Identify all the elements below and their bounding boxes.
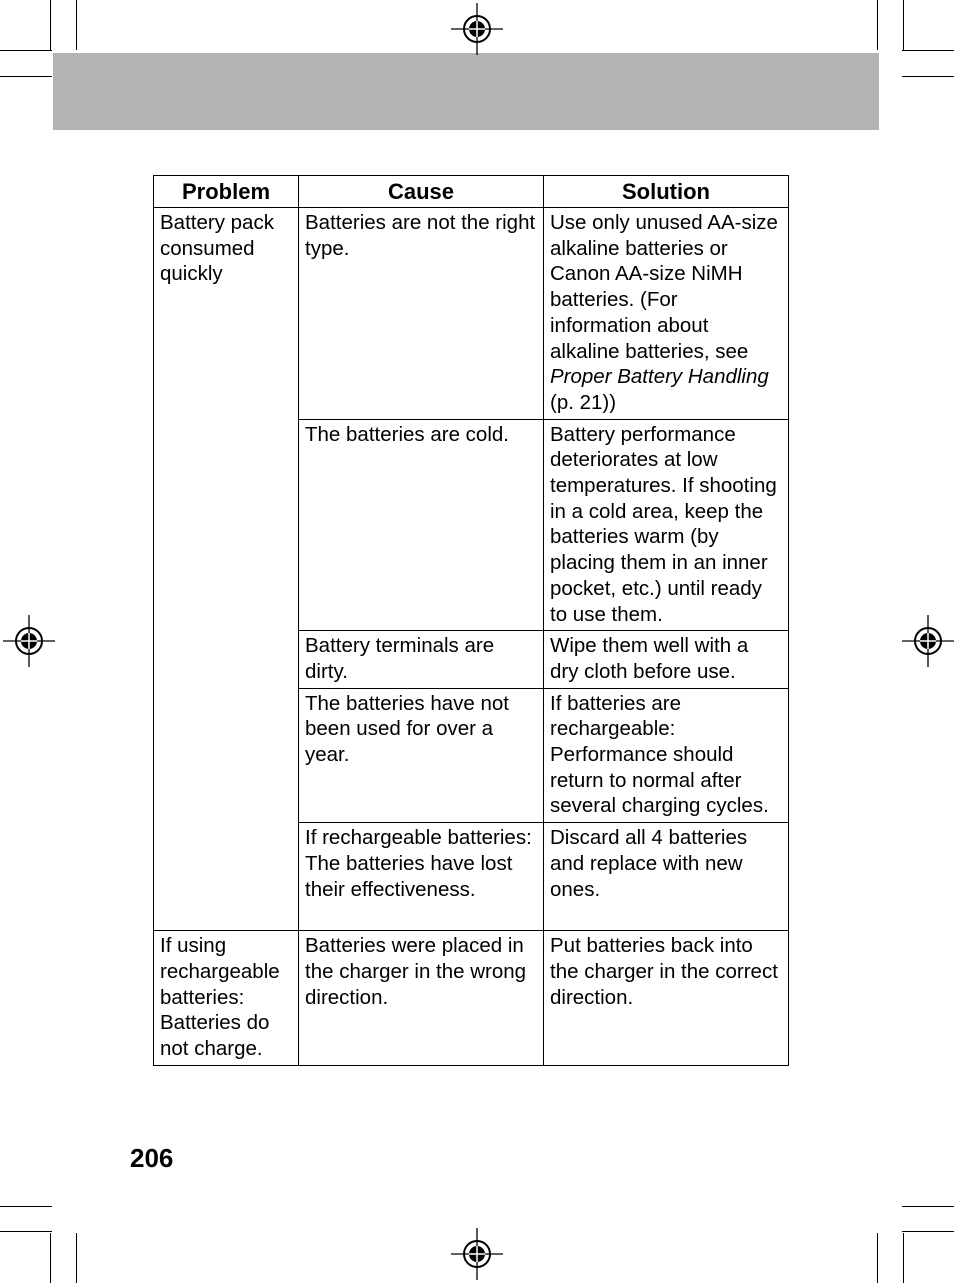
- solution-cell: [544, 208, 789, 420]
- header-band: [53, 53, 879, 130]
- crop-mark: [76, 0, 77, 50]
- header-problem: Problem: [154, 176, 299, 208]
- crop-mark: [0, 76, 52, 77]
- cause-cell: Batteries are not the right type.: [299, 208, 544, 420]
- solution-cell: Wipe them well with a dry cloth before use.: [544, 631, 789, 688]
- table-row: [154, 823, 789, 931]
- cause-cell: Battery terminals are dirty.: [299, 631, 544, 688]
- crop-mark: [76, 1233, 77, 1283]
- page-reference-title: Proper Battery Handling: [550, 365, 769, 389]
- crop-mark: [0, 50, 52, 51]
- solution-cell: If batteries are rechargeable: Performance should return to normal after several charging cycles.: [544, 688, 789, 823]
- table-row: [154, 208, 789, 420]
- header-cause: Cause: [299, 176, 544, 208]
- table-row: [154, 631, 789, 688]
- registration-mark-icon: [902, 615, 954, 667]
- troubleshooting-table: [153, 175, 789, 1066]
- problem-cell-continued: [154, 419, 299, 631]
- page-number: 206: [130, 1143, 174, 1173]
- header-solution: Solution: [544, 176, 789, 208]
- problem-cell: Battery pack consumed quickly: [154, 208, 299, 420]
- crop-mark: [903, 1233, 904, 1283]
- cause-cell: The batteries have not been used for over a year.: [299, 688, 544, 823]
- problem-cell-continued: [154, 688, 299, 823]
- crop-mark: [903, 0, 904, 50]
- crop-mark: [50, 0, 51, 50]
- crop-mark: [50, 1233, 51, 1283]
- registration-mark-icon: [451, 1228, 503, 1280]
- registration-mark-icon: [3, 615, 55, 667]
- crop-mark: [0, 1231, 52, 1232]
- table-header-row: [154, 176, 789, 208]
- crop-mark: [902, 1231, 954, 1232]
- solution-cell: Put batteries back into the charger in the correct direction.: [544, 931, 789, 1066]
- crop-mark: [902, 50, 954, 51]
- solution-text: Use only unused AA-size alkaline batteries or Canon AA-size NiMH batteries. (For information about alkaline batteries, see: [550, 211, 778, 363]
- cause-cell: If rechargeable batteries: The batteries have lost their effectiveness.: [299, 823, 544, 931]
- problem-cell-continued: [154, 631, 299, 688]
- crop-mark: [0, 1206, 52, 1207]
- cause-cell: The batteries are cold.: [299, 419, 544, 631]
- problem-cell-continued: [154, 823, 299, 931]
- crop-mark: [877, 1233, 878, 1283]
- page-reference: (p. 21)): [550, 390, 617, 414]
- cause-cell: Batteries were placed in the charger in the wrong direction.: [299, 931, 544, 1066]
- registration-mark-icon: [451, 3, 503, 55]
- table-row: [154, 931, 789, 1066]
- crop-mark: [902, 76, 954, 77]
- table-row: [154, 688, 789, 823]
- crop-mark: [902, 1206, 954, 1207]
- solution-cell: Battery performance deteriorates at low temperatures. If shooting in a cold area, keep the batteries warm (by placing them in an inner pocket, etc.) until ready to use them.: [544, 419, 789, 631]
- crop-mark: [877, 0, 878, 50]
- solution-cell: Discard all 4 batteries and replace with new ones.: [544, 823, 789, 931]
- table-row: [154, 419, 789, 631]
- problem-cell: If using rechargeable batteries: Batteries do not charge.: [154, 931, 299, 1066]
